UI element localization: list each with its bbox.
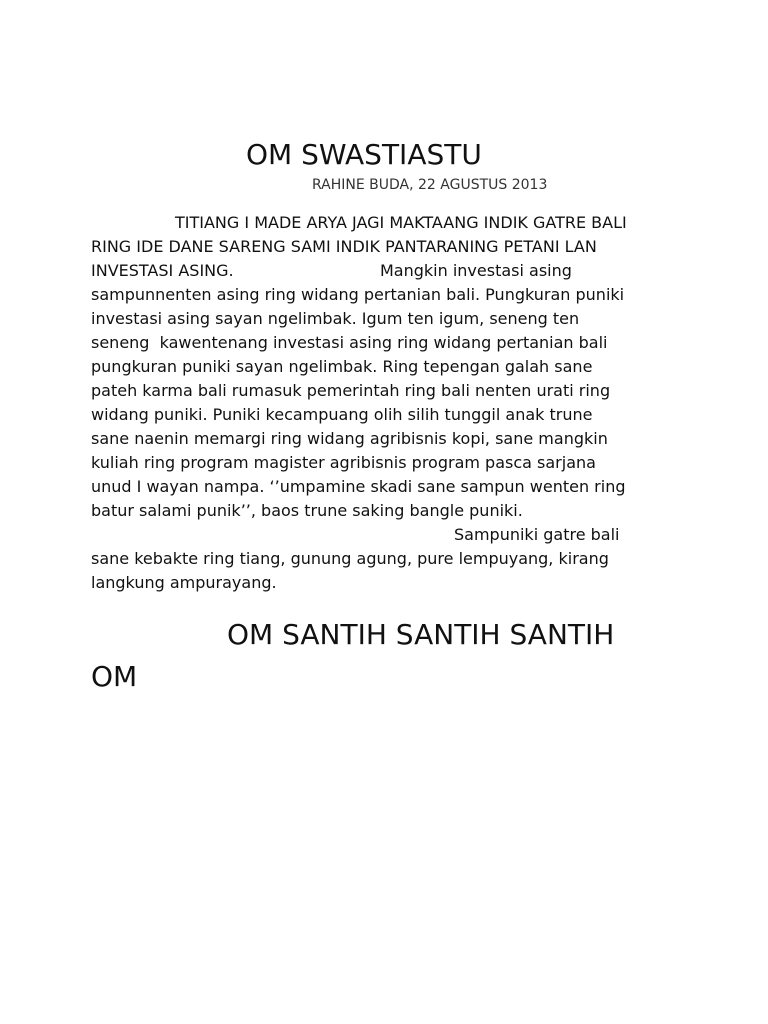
body-line: kuliah ring program magister agribisnis program pasca sarjana [91,453,596,472]
body-line: INVESTASI ASING. [91,261,234,280]
body-line: unud I wayan nampa. ‘’umpamine skadi sane sampun wenten ring [91,477,626,496]
body-line: sampunnenten asing ring widang pertanian bali. Pungkuran puniki [91,285,625,304]
body-line: RING IDE DANE SARENG SAMI INDIK PANTARANING PETANI LAN [91,237,597,256]
body-line: Sampuniki gatre bali [454,525,620,544]
document-title: OM SWASTIASTU [246,138,482,171]
body-line: sane naenin memargi ring widang agribisnis kopi, sane mangkin [91,429,608,448]
body-line: pungkuran puniki sayan ngelimbak. Ring tepengan galah sane [91,357,593,376]
closing-line: OM SANTIH SANTIH SANTIH [227,618,615,651]
body-line: sane kebakte ring tiang, gunung agung, pure lempuyang, kirang [91,549,609,568]
body-line: seneng kawentenang investasi asing ring widang pertanian bali [91,333,608,352]
body-line: pateh karma bali rumasuk pemerintah ring bali nenten urati ring [91,381,611,400]
body-line: widang puniki. Puniki kecampuang olih silih tunggil anak trune [91,405,593,424]
body-line: batur salami punik’’, baos trune saking bangle puniki. [91,501,523,520]
body-line: langkung ampurayang. [91,573,277,592]
date-line: RAHINE BUDA, 22 AGUSTUS 2013 [312,177,548,193]
body-line: Mangkin investasi asing [380,261,572,280]
closing-line-om: OM [91,660,138,693]
body-line: TITIANG I MADE ARYA JAGI MAKTAANG INDIK GATRE BALI [175,213,627,232]
body-line: investasi asing sayan ngelimbak. Igum ten igum, seneng ten [91,309,580,328]
